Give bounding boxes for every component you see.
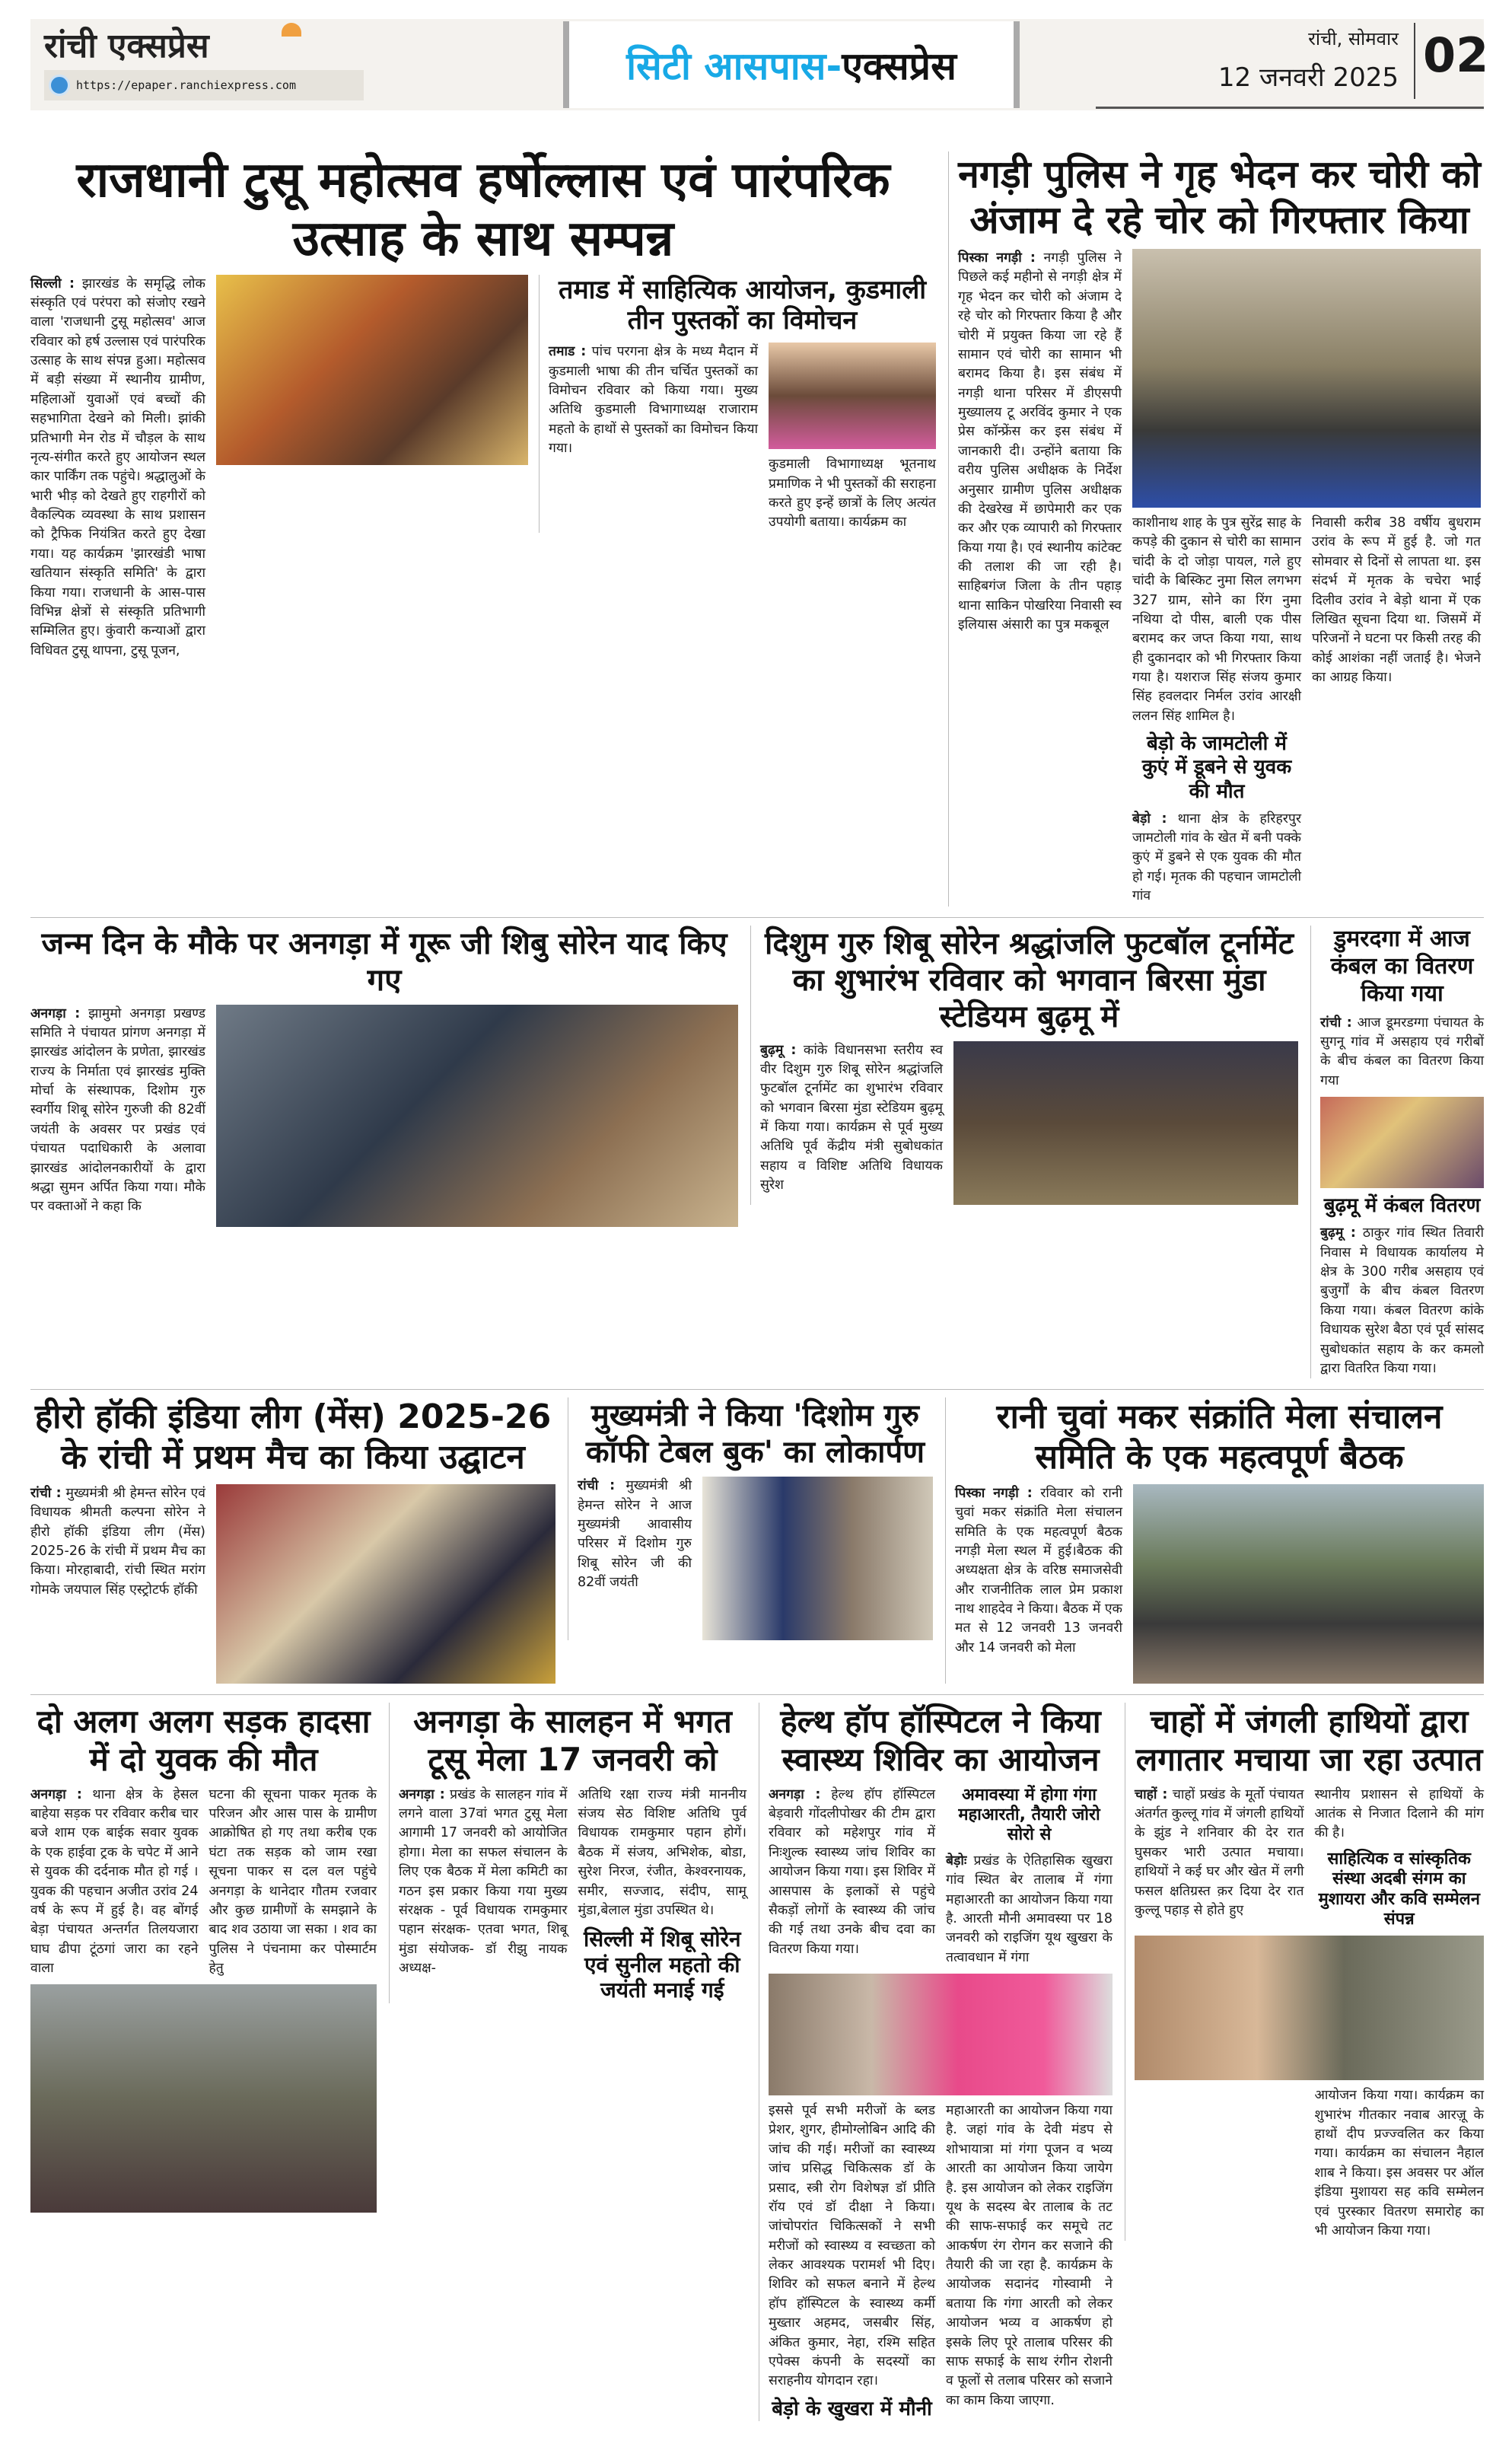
headline-ganga-aarti: अमावस्या में होगा गंगा महाआरती, तैयारी जोरो सोरो से	[958, 1785, 1100, 1845]
football-columns	[760, 1041, 1298, 1205]
body-text: झारखंड के समृद्धि लोक संस्कृति एवं परंपरा को संजोए रखने वाला 'राजधानी टुसू महोत्सव' आज रविवार को हर्ष उल्लास एवं पारंपरिक उत्साह के साथ संपन्न हुआ। महोत्सव में बड़ी संख्या में स्थानीय ग्रामीण, महिलाओं युवाओं एवं बच्चों की सहभागिता देखने को मिली। झांकी प्रतिभागी मेन रोड में चौड़ल के साथ नृत्य-संगीत करते हुए आयोजन स्थल कार पार्किंग तक पहुंचे। श्रद्धालुओं के भारी भीड़ को देखते हुए राहगीरों को वैकल्पिक व्यवस्था के साथ प्रशासन को ट्रैफिक नियंत्रित करते हुए देखा गया। यह कार्यक्रम 'झारखंडी भाषा खतियान संस्कृति समिति' के द्वारा किया गया। राजधानी के आस-पास विभिन्न क्षेत्रों से संस्कृति प्रतिभागी सम्मिलित हुए। कुंवारी कन्याओं द्वारा विधिवत टुसू थापना, टुसू पूजन,	[30, 276, 205, 658]
health-columns-bottom	[769, 2101, 1113, 2421]
headline-football-tournament: दिशुम गुरु शिबू सोरेन श्रद्धांजलि फुटबॉल टूर्नामेंट का शुभारंभ रविवार को भगवान बिरसा मुंडा स्टेडियम बुढ़मू में	[765, 926, 1294, 1034]
article-nagdi-body-2: काशीनाथ शाह के पुत्र सुरेंद्र साह के कपड़े की दुकान से चोरी का सामान चांदी के दो जोड़ा पायल, गले हुए चांदी के बिस्किट नुमा सिल लगभग 327 ग्राम, सोने का रिंग नुमा नथिया दो पीस, बाली एक पीस बरामद कर जप्त किया गया, साथ ही दुकानदार को भी गिरफ्तार किया गया है। यशराज सिंह संजय कुमार सिंह हवलदार निर्मल उरांव आरक्षी ललन सिंह शामिल है।	[1132, 515, 1301, 724]
headline-tusu: राजधानी टुसू महोत्सव हर्षोल्लास एवं पारंपरिक उत्साह के साथ सम्पन्न	[76, 152, 890, 267]
dateline: अनगड़ा :	[399, 1786, 445, 1802]
dateline: अनगड़ा :	[30, 1005, 81, 1021]
teaser-khukhra: बेड़ो के खुखरा में मौनी	[772, 2397, 932, 2420]
article-anagda-birthday	[30, 926, 738, 1227]
road-columns	[30, 1786, 377, 1979]
body-text: हेल्थ हॉप हॉस्पिटल बेड़वारी गोंदलीपोखर की टीम द्वारा रविवार को महेशपुर गांव में निःशुल्क स्वास्थ्य जांच शिविर का आयोजन किया गया। इस शिविर में आसपास के इलाकों से पहुंचे सैकड़ों लोगों के स्वास्थ्य की जांच की गई तथा उनके बीच दवा का वितरण किया गया।	[769, 1786, 935, 1957]
nagdi-columns	[958, 249, 1481, 907]
photo-shibu-soren-tribute	[216, 1005, 738, 1227]
dateline: रांची :	[1320, 1015, 1352, 1031]
article-elephants	[1125, 1703, 1484, 2241]
article-ganga-aarti-body-2: महाआरती का आयोजन किया गया है. जहां गांव के देवी मंडप से शोभायात्रा मां गंगा पूजन व भव्य आरती का आयोजन किया जायेग है. इस आयोजन को लेकर राइजिंग यूथ के सदस्य बेर तालाब के तट की साफ-सफाई कर समूचे तट आकर्षण रंग रोगन कर सजाने की तैयारी की जा रहा है. कार्यक्रम के आयोजक सदानंद गोस्वामी ने बताया कि गंगा आरती को लेकर आयोजन भव्य व आकर्षण हो इसके लिए पूरे तालाब परिसर की साफ सफाई के साथ रंगीन रोशनी व फूलों से तलाब परिसर को सजाने का काम किया जाएगा.	[946, 2103, 1113, 2408]
body-text: मुख्यमंत्री श्री हेमन्त सोरेन ने आज मुख्यमंत्री आवासीय परिसर में दिशोम गुरु शिबू सोरेन जी की 82वीं जयंती	[578, 1478, 692, 1591]
dateline: पिस्का नगड़ी :	[958, 250, 1036, 266]
article-coffee-table	[568, 1397, 933, 1640]
nagdi-right	[1132, 249, 1481, 907]
issue-date: 12 जनवरी 2025	[1218, 62, 1399, 93]
headline-hockey: हीरो हॉकी इंडिया लीग (मेंस) 2025-26 के रांची में प्रथम मैच का किया उद्घाटन	[34, 1397, 552, 1477]
body-text: प्रखंड के सालहन गांव में लगने वाला 37वां भगत टुसू मेला आगामी 17 जनवरी को आयोजित होगा। मेला का सफल संचालन के लिए एक बैठक में मेला कमिटी का गठन इस प्रकार किया गया मुख्य संरक्षक - पूर्व विधायक रामकुमार पहान संरक्षक- एतवा भगत, शिबू मुंडा संयोजक- डॉ रीझु नायक अध्यक्ष-	[399, 1786, 568, 1976]
elephant-columns	[1135, 1786, 1484, 1930]
headline-silli-jayanti: सिल्ली में शिबू सोरेन एवं सुनील महतो की जयंती मनाई गई	[584, 1926, 741, 2003]
article-nagdi-body	[958, 249, 1122, 636]
dateline: बेड़ो :	[1132, 811, 1167, 827]
headline-dumardaga: डुमरदगा में आज कंबल का वितरण किया गया	[1330, 925, 1474, 1007]
article-tamad-body-2: कुडमाली विभागाध्यक्ष भूतनाथ प्रमाणिक ने भी पुस्तकों की सराहना करते हुए इन्हें छात्रों के लिए अत्यंत उपयोगी बताया। कार्यक्रम का	[769, 457, 936, 531]
article-road-accident-body	[30, 1786, 199, 1979]
row-4	[30, 1694, 1484, 2421]
nagdi-lower-left	[1132, 514, 1301, 907]
body-text: नगड़ी पुलिस ने पिछले कई महीनो से नगड़ी क्षेत्र में गृह भेदन कर चोरी को अंजाम दे रहे चोर को गिरफ्तार किया है और चोरी में प्रयुक्त किया जा रहे हैं सामान एवं चोरी का सामान भी बरामद किया है। इस संबंध में नगड़ी थाना परिसर में डीएसपी मुख्यालय टू अरविंद कुमार ने एक प्रेस कॉन्फ्रेंस कर इस संबंध में जानकारी दी। उन्होंने बताया कि वरीय पुलिस अधीक्षक के निर्देश अनुसार ग्रामीण पुलिस अधीक्षक की देखरेख में छापेमारी कर एक कर और एक व्यापारी को गिरफ्तार किया गया है। एवं स्थानीय कांटेक्ट की तलाश की जा रही है। साहिबगंज जिला के तीन पहाड़ थाना साकिन पोखरिया निवासी स्व इलियास अंसारी का पुत्र मकबूल	[958, 250, 1122, 633]
section-title-express: एक्सप्रेस	[842, 44, 957, 88]
article-hockey-body	[30, 1484, 205, 1600]
article-rani-chuwan-body	[955, 1484, 1122, 1658]
row-3	[30, 1389, 1484, 1684]
dateline: बुढ़मू :	[760, 1042, 797, 1058]
body-text: रविवार को रानी चुवां मकर संक्रांति मेला संचालन समिति के एक महत्वपूर्ण बैठक नगड़ी मेला स्थल में हुई।बैठक की अध्यक्षता क्षेत्र के वरिष्ठ समाजसेवी और राजनीतिक लाल प्रेम प्रकाश नाथ शाहदेव ने किया। बैठक में एक मत से 12 जनवरी 13 जनवरी और 14 जनवरी को मेला	[955, 1485, 1122, 1655]
date-block	[1096, 23, 1415, 99]
photo-football-inauguration	[953, 1041, 1298, 1205]
epaper-url[interactable]	[44, 70, 364, 100]
row-1	[30, 144, 1484, 907]
article-jamtoli-body-2: निवासी करीब 38 वर्षीय बुधराम उरांव के रूप में हुई है. जो गत सोमवार से दिनों से लापता था. इस संदर्भ में मृतक के चचेरा भाई दिलीव उरांव ने बेड़ो थाना में एक लिखित सूचना दिया था. जिसमें में परिजनों ने घटना पर किसी तरह की कोई आशंका नहीं जताई है। भेजने का आग्रह किया।	[1312, 515, 1481, 685]
photo-elephant-damage	[1135, 1936, 1484, 2080]
rani-columns	[955, 1484, 1484, 1684]
hand-pointer-icon	[49, 75, 70, 96]
headline-rani-chuwan: रानी चुवां मकर संक्रांति मेला संचालन समिति के एक महत्वपूर्ण बैठक	[996, 1397, 1443, 1477]
article-adabi-sangam-body: आयोजन किया गया। कार्यक्रम का शुभारंभ गीतकार नवाब आरज़ू के हाथों दीप प्रज्ज्वलित कर किया गया। कार्यक्रम का संचालन नैहाल शाब ने किया। इस अवसर पर ऑल इंडिया मुशायरा सह कवि सम्मेलन एवं पुरस्कार वितरण समारोह का भी आयोजन किया गया।	[1314, 2088, 1484, 2238]
article-dumardaga-body	[1320, 1014, 1484, 1091]
masthead	[30, 19, 1489, 133]
health-columns-top	[769, 1786, 1113, 1968]
headline-anagda-birthday: जन्म दिन के मौके पर अनगड़ा में गूरू जी शिबु सोरेन याद किए गए	[41, 926, 727, 998]
article-elephants-body	[1135, 1786, 1304, 1921]
dateline: चाहों :	[1135, 1786, 1168, 1802]
headline-elephants: चाहों में जंगली हाथियों द्वारा लगातार मचाया जा रहा उत्पात	[1135, 1702, 1483, 1779]
city-day: रांची, सोमवार	[1308, 28, 1399, 49]
dateline: रांची :	[578, 1478, 616, 1494]
article-coffee-table-body	[578, 1477, 692, 1592]
dateline: बेड़ोः	[946, 1853, 967, 1869]
photo-hockey-inauguration	[216, 1484, 555, 1684]
article-salhan	[389, 1703, 746, 2003]
article-jamtoli-body	[1132, 810, 1301, 907]
tamad-photo-column	[769, 343, 936, 533]
dateline: तमाड :	[549, 344, 587, 360]
photo-police-press-conference	[1132, 249, 1481, 508]
photo-book-release	[769, 343, 936, 449]
headline-adabi-sangam: साहित्यिक व सांस्कृतिक संस्था अदबी संगम का मुशायरा और कवि सम्मेलन संपन्न	[1318, 1849, 1480, 1929]
section-title-city: सिटी आसपास-	[626, 44, 842, 88]
newspaper-logo: रांची एक्सप्रेस	[44, 27, 209, 65]
article-anagda-birthday-body	[30, 1005, 205, 1217]
article-football	[750, 926, 1298, 1205]
headline-road-accident: दो अलग अलग सड़क हादसा में दो युवक की मौत	[37, 1702, 371, 1779]
headline-salhan-tusu-mela: अनगड़ा के सालहन में भगत टूसू मेला 17 जनवरी को	[413, 1702, 732, 1779]
adabi-columns	[1135, 2086, 1484, 2241]
article-dumardaga	[1310, 926, 1484, 1379]
photo-tusu-festival	[216, 275, 528, 465]
dateline: बुढ़मू :	[1320, 1225, 1356, 1241]
dateline: सिल्ली :	[30, 276, 75, 292]
row-2	[30, 917, 1484, 1379]
dateline: रांची :	[30, 1485, 62, 1501]
headline-tamad: तमाड में साहित्यिक आयोजन, कुडमाली तीन पुस्तकों का विमोचन	[558, 274, 927, 336]
article-health-camp-body	[769, 1786, 935, 1959]
article-road-accident	[30, 1703, 377, 2213]
article-elephants-body-2: स्थानीय प्रशासन से हाथियों के आतंक से निजात दिलाने की मांग की है।	[1314, 1786, 1484, 1841]
anagda-columns	[30, 1005, 738, 1227]
body-text: थाना क्षेत्र के हेसल बाहेया सड़क पर रविवार करीब चार बजे शाम एक बाईक सवार युवक के एक हाईवा ट्रक के चपेट में आने से युवक की दर्दनाक मौत हो गई । युवक की पहचान अजीत उरांव 24 वर्ष के रूप में हुई है। वह बोंगई बेड़ा पंचायत अन्तर्गत तिलयजारा घाघ ढीपा टूंठगां जारा का रहने वाला	[30, 1786, 199, 1976]
article-hockey	[30, 1397, 555, 1684]
ganga-aarti-top	[946, 1786, 1113, 1968]
article-road-accident-body-2: घटना की सूचना पाकर मृतक के परिजन और आस पास के ग्रामीण आक्रोषित हो गए तथा करीब एक घंटा तक सड़क को जाम रखा सूचना पाकर स दल वल पहुंचे अनगड़ा के थानेदार गौतम रजवार और कुछ ग्रामीणों के समझाने के बाद शव उठाया जा सका । शव का पुलिस ने पंचनामा कर पोस्मार्टम हेतु	[208, 1786, 377, 1976]
body-text: ठाकुर गांव स्थित तिवारी निवास मे विधायक कार्यालय मे क्षेत्र के 300 गरीब असहाय एवं बुजुर्गों के बीच कंबल वितरण किया गया। कंबल वितरण कांके विधायक सुरेश बैठा एवं पूर्व सांसद सुबोधकांत सहाय के कर कमलो द्वारा वितरित किया गया।	[1320, 1225, 1484, 1376]
article-budhmu-kambal-body	[1320, 1224, 1484, 1378]
tamad-columns	[549, 343, 936, 533]
body-text: मुख्यमंत्री श्री हेमन्त सोरेन एवं विधायक श्रीमती कल्पना सोरेन ने हीरो हॉकी इंडिया लीग (मेंस) 2025-26 के रांची में प्रथम मैच का किया। मोरहाबादी, रांची स्थित मरांग गोमके जयपाल सिंह एस्ट्रोटर्फ हॉकी	[30, 1485, 205, 1598]
article-tusu-body	[30, 275, 205, 661]
body-text: पांच परगना क्षेत्र के मध्य मैदान में कुडमाली भाषा की तीन चर्चित पुस्तकों का विमोचन रविवार को किया गया। मुख्य अतिथि कुडमाली विभागाध्यक्ष राजाराम महतो के हाथों से पुस्तकों का विमोचन किया गया।	[549, 344, 758, 457]
headline-coffee-table-book: मुख्यमंत्री ने किया 'दिशोम गुरु कॉफी टेबल बुक' का लोकार्पण	[585, 1398, 925, 1471]
body-text: चाहों प्रखंड के मूर्तो पंचायत अंतर्गत कुल्लू गांव में जंगली हाथियों के झुंड ने शनिवार की देर रात घुसकर भारी उत्पात मचाया। हाथियों ने कई घर और खेत में लगी फसल क्षतिग्रस्त क़र दिया देर रात कुल्लू पहाड़ से होते हुए	[1135, 1786, 1304, 1918]
article-rani-chuwan	[945, 1397, 1484, 1684]
dateline: पिस्का नगड़ी :	[955, 1485, 1033, 1501]
article-tusu	[30, 151, 936, 661]
elephant-right	[1315, 1786, 1485, 1930]
salhan-columns	[399, 1786, 746, 2003]
salhan-right	[578, 1786, 747, 2003]
header-rule	[1096, 107, 1484, 109]
headline-budhmu-kambal: बुढ़मू में कंबल वितरण	[1323, 1194, 1481, 1218]
article-ganga-aarti-body	[946, 1852, 1113, 1968]
headline-jamtoli: बेड़ो के जामटोली में कुएं में डूबने से युवक की मौत	[1141, 732, 1292, 803]
body-text: आज डूमरडग्गा पंचायत के सुगनू गांव में असहाय एवं गरीबों के बीच कंबल का वितरण किया गया	[1320, 1015, 1484, 1088]
body-text: झामुमो अनगड़ा प्रखण्ड समिति ने पंचायत प्रांगण अनगड़ा में झारखंड आंदोलन के प्रणेता, झारखंड राज्य के निर्माता एवं झारखंड मुक्ति मोर्चा के संस्थापक, दिशोम गुरु स्वर्गीय शिबू सोरेन गुरुजी की 82वीं जयंती के अवसर पर प्रखंड एवं पंचायत पदाधिकारी के अलावा झारखंड आंदोलनकारीयों के द्वारा श्रद्धा सुमन अर्पित किया गया। मौके पर वक्ताओं ने कहा कि	[30, 1005, 205, 1215]
photo-mela-committee-meeting	[1133, 1484, 1484, 1684]
page-number: 02	[1423, 27, 1489, 83]
photo-blanket-distribution	[1320, 1097, 1484, 1188]
article-health-camp	[759, 1703, 1113, 2421]
article-tamad	[539, 275, 936, 533]
epaper-url-text[interactable]: https://epaper.ranchiexpress.com	[76, 78, 296, 92]
tusu-columns	[30, 275, 936, 661]
coffee-columns	[578, 1477, 933, 1640]
dateline: अनगड़ा :	[769, 1786, 821, 1802]
article-health-camp-body-2: इससे पूर्व सभी मरीजों के ब्लड प्रेशर, शुगर, हीमोग्लोबिन आदि की जांच की गई। मरीजों का स्वास्थ्य जांच प्रसिद्ध चिकित्सक डॉ के प्रसाद, स्त्री रोग विशेषज्ञ डॉ प्रीति रॉय एवं डॉ दीक्षा ने किया। जांचोपरांत चिकित्सकों ने सभी मरीजों को स्वास्थ्य व स्वच्छता को लेकर आवश्यक परामर्श भी दिए। शिविर को सफल बनाने में हेल्थ हॉप हॉस्पिटल के स्वास्थ्य कर्मी मुख्तार अहमद, जसबीर सिंह, अंकित कुमार, नेहा, रश्मि सहित एपेक्स कंपनी के सदस्यों का सराहनीय योगदान रहा।	[769, 2103, 935, 2389]
nagdi-lower-columns	[1132, 514, 1481, 907]
photo-book-launch	[702, 1477, 933, 1640]
article-salhan-body	[399, 1786, 568, 1979]
article-salhan-body-2: अतिथि रक्षा राज्य मंत्री माननीय संजय सेठ विशिष्ट अतिथि पुर्व विधायक रामकुमार पहान होगें।बैठक में संजय, अभिशेक, बोडा, सुरेश निरज, रंजीत, केश्वरनायक, समीर, सज्जाद, संदीप, सामू मुंडा,बेलाल मुंडा उपस्थित थे।	[578, 1786, 746, 1918]
hockey-columns	[30, 1484, 555, 1684]
body-text: थाना क्षेत्र के हरिहरपुर जामटोली गांव के खेत में बनी पक्के कुएं में डुबने से एक युवक की मौत हो गई। मृतक की पहचान जामटोली गांव	[1132, 811, 1302, 904]
section-title	[563, 21, 1020, 108]
article-nagdi	[948, 151, 1481, 907]
health-bottom-left	[769, 2101, 935, 2421]
body-text: प्रखंड के ऐतिहासिक खुखरा गांव स्थित बेर तालाब में गंगा महाआरती का आयोजन किया गया है. आरती मौनी अमावस्या पर 18 जनवरी को राइजिंग यूथ खुखरा के तत्वावधान में गंगा	[946, 1853, 1113, 1965]
headline-health-camp: हेल्थ हॉप हॉस्पिटल ने किया स्वास्थ्य शिविर का आयोजन	[780, 1702, 1101, 1779]
headline-nagdi-police: नगड़ी पुलिस ने गृह भेदन कर चोरी को अंजाम दे रहे चोर को गिरफ्तार किया	[958, 152, 1481, 242]
dateline: अनगड़ा :	[30, 1786, 82, 1802]
photo-road-accident	[30, 1984, 377, 2213]
article-tamad-body	[549, 343, 758, 458]
body-text: कांके विधानसभा स्तरीय स्व वीर दिशुम गुरु शिबू सोरेन श्रद्धांजलि फुटबॉल टूर्नामेंट का शुभारंभ रविवार को भगवान बिरसा मुंडा स्टेडियम बुढ़मू में किया गया। कार्यक्रम से पूर्व मुख्य अतिथि पूर्व केंद्रीय मंत्री सुबोधकांत सहाय व विशिष्ट अतिथि विधायक सुरेश	[760, 1042, 943, 1193]
article-football-body	[760, 1041, 943, 1196]
photo-health-camp	[769, 1974, 1113, 2095]
